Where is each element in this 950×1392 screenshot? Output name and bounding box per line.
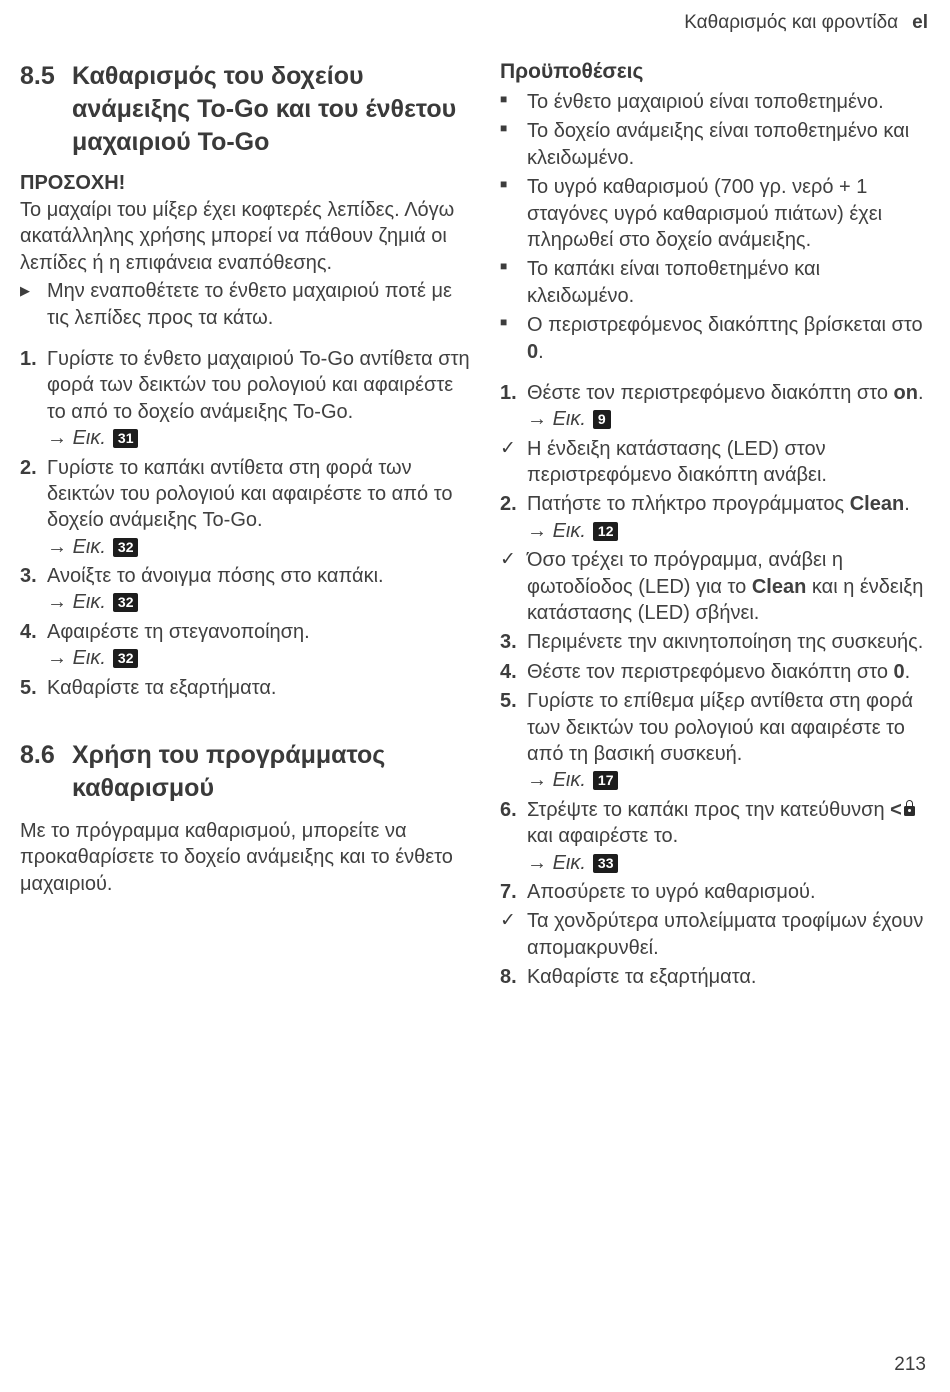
list-item-text: Το ένθετο μαχαιριού είναι τοποθετημένο. [527,91,884,113]
num-marker: 7. [500,880,517,903]
list-item [500,629,928,655]
list-item [500,964,928,990]
num-marker: 3. [20,565,37,588]
list-item-text: Αποσύρετε το υγρό καθαρισμού. [527,880,816,903]
language-code: el [912,12,928,33]
check-marker: ✓ [500,910,516,932]
list-item [500,491,928,544]
section-8-6-intro: Με το πρόγραμμα καθαρισμού, μπορείτε να προκαθαρίσετε το δοχείο ανάμειξης και το ένθετο μαχαιριού. [20,820,453,895]
list-item [500,797,928,876]
list-item-text: Περιμένετε την ακινητοποίηση της συσκευής. [527,631,924,654]
list-item [500,380,928,433]
cleaning-steps-list [20,346,472,701]
num-marker: 5. [500,690,517,713]
list-item-text: Μην εναποθέτετε το ένθετο μαχαιριού ποτέ με τις λεπίδες προς τα κάτω. [47,280,452,329]
caution-text: Το μαχαίρι του μίξερ έχει κοφτερές λεπίδες. Λόγω ακατάλληλης χρήσης μπορεί να πάθουν ζημιά οι λεπίδες ή η επιφάνεια εναπόθεσης. [20,199,455,274]
left-column [20,60,472,897]
right-column [500,60,928,994]
num-marker: 4. [500,660,517,683]
list-item-text: Το καπάκι είναι τοποθετημένο και κλειδωμένο. [527,258,821,307]
num-marker: 1. [500,381,517,404]
section-8-6-heading [20,739,472,805]
clean-program-steps-list [500,380,928,991]
list-item [20,346,472,452]
list-item [500,908,928,961]
list-item-text: Γυρίστε το επίθεμα μίξερ αντίθετα στη φορά των δεικτών του ρολογιού και αφαιρέστε το από τη βασική συσκευή. → Εικ. 17 [527,690,914,792]
section-number: 8.6 [20,741,55,770]
list-item-text: Στρέψτε το καπάκι προς την κατεύθυνση < και αφαιρέστε το. → Εικ. 33 [527,797,928,876]
bullet-marker: ■ [500,177,508,192]
chapter-title: Καθαρισμός και φροντίδα [684,12,899,33]
list-item [20,455,472,561]
list-item-text: Η ένδειξη κατάστασης (LED) στον περιστρεφόμενο διακόπτη ανάβει. [527,437,827,487]
figure-number-badge: 9 [593,410,611,429]
list-item-text: Ανοίξτε το άνοιγμα πόσης στο καπάκι. → Εικ. 32 [47,565,384,614]
two-column-layout [20,60,928,994]
check-marker: ✓ [500,549,516,571]
list-item [500,436,928,489]
unlock-icon [904,806,915,816]
bullet-marker: ■ [500,121,508,136]
list-item [500,256,928,309]
figure-number-badge: 32 [113,538,139,557]
figure-number-badge: 32 [113,593,139,612]
section-title: Χρήση του προγράμματος καθαρισμού [72,741,386,803]
num-marker: 1. [20,347,37,370]
caution-instruction-list [20,278,472,331]
figure-number-badge: 17 [593,771,619,790]
page-number: 213 [894,1354,926,1375]
list-item-text: Όσο τρέχει το πρόγραμμα, ανάβει η φωτοδίοδος (LED) για το Clean και η ένδειξη κατάστασης (LED) σβήνει. [527,549,924,625]
bullet-marker: ■ [500,315,508,330]
num-marker: 8. [500,966,517,989]
list-item-text: Καθαρίστε τα εξαρτήματα. [47,676,277,699]
section-8-5-heading [20,60,472,159]
num-marker: 5. [20,676,37,699]
figure-number-badge: 31 [113,429,139,448]
list-item [20,278,472,331]
list-item [500,547,928,626]
list-item-text: Καθαρίστε τα εξαρτήματα. [527,966,757,989]
num-marker: 6. [500,798,517,821]
check-marker: ✓ [500,437,516,459]
num-marker: 4. [20,620,37,643]
arrow-marker: ▶ [20,283,30,299]
list-item [500,688,928,794]
list-item [500,89,928,115]
num-marker: 2. [500,493,517,516]
list-item-text: Ο περιστρεφόμενος διακόπτης βρίσκεται στο 0. [527,314,923,363]
bullet-marker: ■ [500,92,508,106]
figure-number-badge: 12 [593,522,619,541]
caution-heading: ΠΡΟΣΟΧΗ! [20,172,126,194]
list-item [20,619,472,672]
list-item-text: Πατήστε το πλήκτρο προγράμματος Clean. → Εικ. 12 [527,493,910,542]
num-marker: 3. [500,631,517,654]
list-item-text: Αφαιρέστε τη στεγανοποίηση. → Εικ. 32 [47,620,310,670]
bullet-marker: ■ [500,259,508,274]
section-title: Καθαρισμός του δοχείου ανάμειξης To-Go και του ένθετου μαχαιριού To-Go [72,62,457,156]
prerequisites-heading: Προϋποθέσεις [500,60,644,83]
list-item-text: Θέστε τον περιστρεφόμενο διακόπτη στο 0. [527,660,911,683]
list-item-text: Γυρίστε το ένθετο μαχαιριού To-Go αντίθετα στη φορά των δεικτών του ρολογιού και αφαιρέστε το από το δοχείο ανάμειξης To-Go. → Εικ. 31 [47,347,470,450]
list-item [500,174,928,253]
prerequisites-list [500,89,928,365]
list-item-text: Το δοχείο ανάμειξης είναι τοποθετημένο και κλειδωμένο. [527,120,910,169]
num-marker: 2. [20,456,37,479]
list-item [500,118,928,171]
list-item [500,879,928,905]
list-item [500,312,928,365]
running-header [20,12,928,34]
list-item [20,563,472,616]
figure-number-badge: 32 [113,649,139,668]
list-item-text: Γυρίστε το καπάκι αντίθετα στη φορά των δεικτών του ρολογιού και αφαιρέστε το από το δοχείο ανάμειξης To-Go. → Εικ. 32 [47,456,453,558]
list-item [500,659,928,685]
list-item-text: Θέστε τον περιστρεφόμενο διακόπτη στο on. → Εικ. 9 [527,381,924,431]
section-number: 8.5 [20,62,55,90]
list-item-text: Τα χονδρύτερα υπολείμματα τροφίμων έχουν απομακρυνθεί. [527,910,924,959]
figure-number-badge: 33 [593,854,619,873]
list-item-text: Το υγρό καθαρισμού (700 γρ. νερό + 1 σταγόνες υγρό καθαρισμού πιάτων) έχει πληρωθεί στο δοχείο ανάμειξης. [527,176,883,251]
list-item [20,675,472,701]
